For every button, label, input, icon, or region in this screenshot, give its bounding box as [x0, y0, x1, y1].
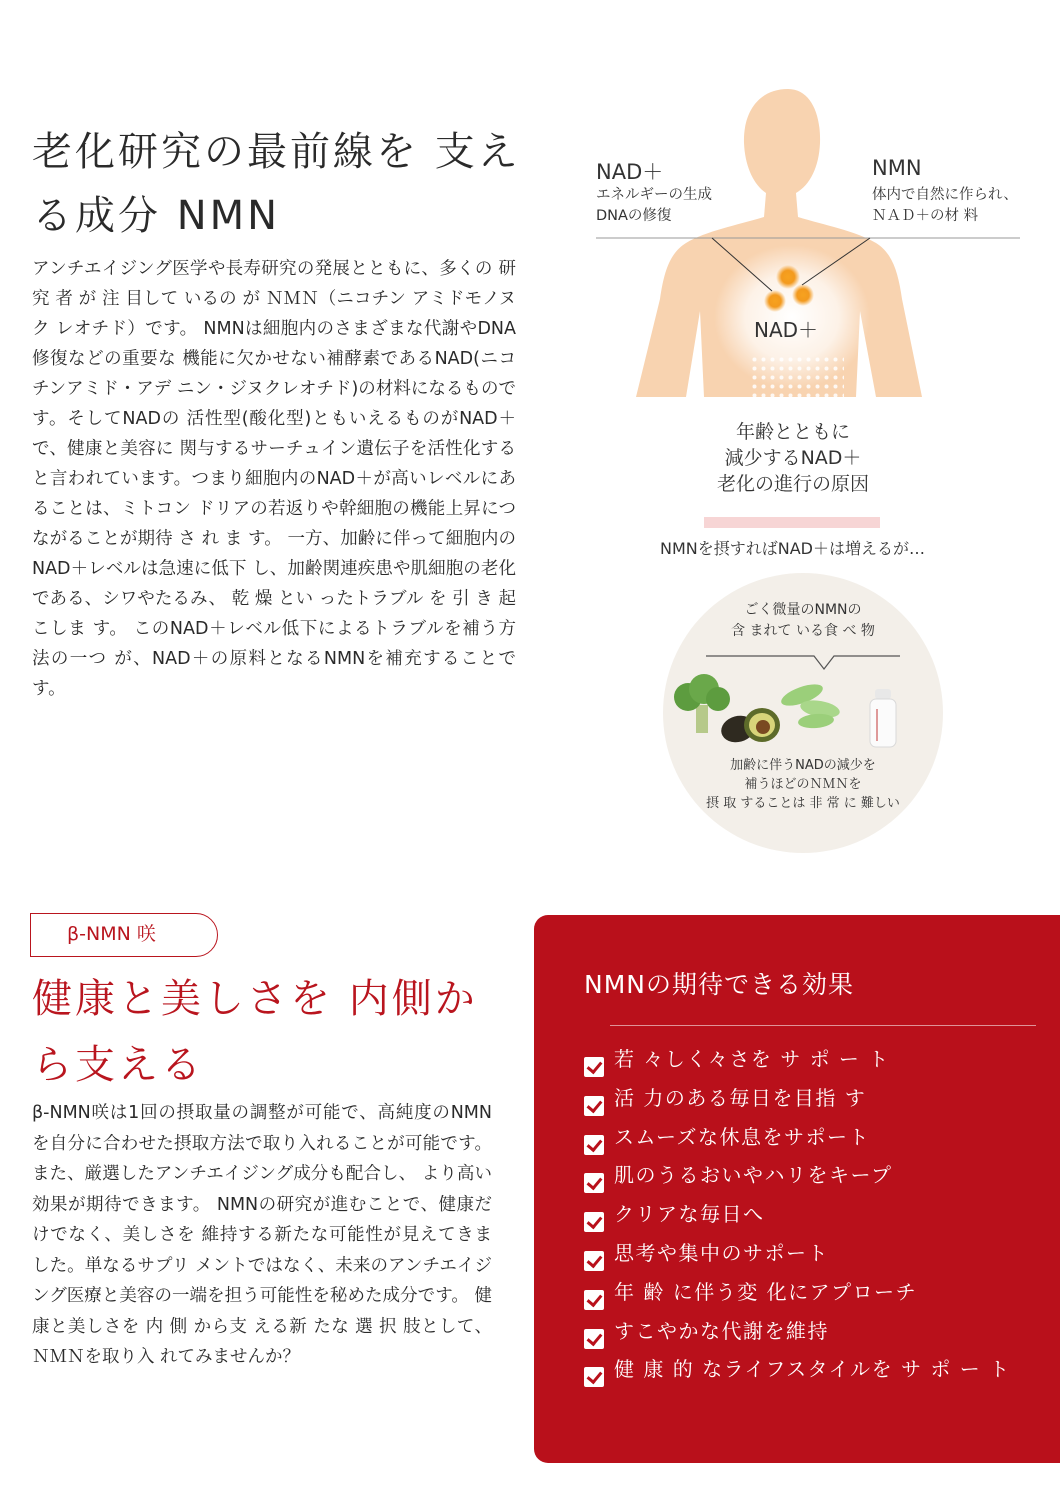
decline-text-1: 年齢とともに	[735, 421, 850, 443]
nmn-desc-material: ＮＡＤ＋の材 料	[872, 208, 979, 224]
nad-label: NAD＋	[596, 160, 664, 184]
effects-list	[584, 1045, 1011, 1394]
nmn-desc-natural: 体内で自然に作られ、	[872, 187, 1018, 203]
decline-text-2: 減少するNAD＋	[724, 447, 862, 469]
foods-caption-2: 含 まれて いる食 べ 物	[731, 623, 875, 639]
checkbox-icon	[584, 1135, 604, 1155]
difficulty-caption-1: 加齢に伴うNADの減少を	[730, 758, 876, 773]
section1-title: 老化研究の最前線を 支える成分 NMN	[32, 129, 521, 239]
effect-label: 年 齢 に伴う変 化にアプローチ	[614, 1279, 918, 1304]
checkbox-icon	[584, 1096, 604, 1116]
effect-label: スムーズな休息をサポート	[614, 1124, 870, 1149]
nmn-label: NMN	[872, 156, 922, 180]
effect-label: すこやかな代謝を維持	[614, 1318, 829, 1343]
checkbox-icon	[584, 1367, 604, 1387]
effect-item	[584, 1317, 1011, 1356]
product-tag: β-NMN 咲	[30, 913, 218, 957]
section2-body: β-NMN咲は1回の摂取量の調整が可能で、高純度のNMNを自分に合わせた摂取方法で取り入れることが可能です。また、厳選したアンチエイジング成分も配合し、 より高い効果が期待できます。 NMNの研究が進むことで、健康だけでなく、美しさを 維持する新たな可能性が見えてきました。単なるサプリ メントではなく、未来のアンチエイジング医療と美容の一端を担う可能性を秘めた成分です。 健 康と美しさを 内 側 から支 える新 たな 選 択 肢として、 ＮＭＮを取り入 れてみませんか？	[32, 1103, 492, 1367]
difficulty-caption-3: 摂 取 することは 非 常 に 難しい	[706, 796, 900, 811]
effect-label: 思考や集中のサポート	[614, 1240, 829, 1265]
effect-item	[584, 1084, 1011, 1123]
decline-text-3: 老化の進行の原因	[716, 473, 869, 495]
checkbox-icon	[584, 1290, 604, 1310]
section2-title: 健康と美しさを 内側から支える	[32, 976, 478, 1088]
effect-item	[584, 1200, 1011, 1239]
effect-item	[584, 1045, 1011, 1084]
effect-item	[584, 1278, 1011, 1317]
effects-panel-title: NMNの期待できる効果	[584, 970, 854, 999]
section1-body: アンチエイジング医学や長寿研究の発展とともに、多くの 研 究 者 が 注 目して いるの が ＮＭＮ（ニコチン アミドモノヌク レオチド）です。 NMNは細胞内のさまざまな代謝やDNA修復などの重要な 機能に欠かせない補酵素であるNAD(ニコチンアミド・アデ ニン・ジヌクレオチド)の材料になるものです。そしてNADの 活性型(酸化型)ともいえるものがNAD＋で、健康と美容に 関与するサーチュイン遺伝子を活性化すると言われています。つまり細胞内のNAD＋が高いレベルにあることは、ミトコン ドリアの若返りや幹細胞の機能上昇につながることが期待 さ れ ま す。 一方、加齢に伴って細胞内のNAD＋レベルは急速に低下 し、加齢関連疾患や肌細胞の老化である、シワやたるみ、 乾 燥 とい ったトラブル を 引 き 起 こしま す。 このNAD＋レベル低下によるトラブルを補う方法の一つ が、NAD＋の原料となるNMNを補充することです。	[32, 259, 516, 699]
nad-orb	[792, 284, 814, 306]
nad-center-label: NAD＋	[754, 318, 819, 342]
effect-label: 若 々しく々さを サ ポ ー ト	[614, 1047, 890, 1071]
checkbox-icon	[584, 1173, 604, 1193]
nad-desc-dna: DNAの修復	[596, 208, 672, 224]
effect-label: 活 力のある毎日を目指 す	[614, 1085, 867, 1110]
effect-label: クリアな毎日へ	[614, 1202, 765, 1227]
pink-divider	[704, 517, 880, 528]
effect-label: 肌のうるおいやハリをキープ	[614, 1163, 893, 1188]
effect-label: 健 康 的 なライフスタイルを サ ポ ー ト	[614, 1357, 1011, 1382]
effects-panel	[534, 915, 1060, 1463]
nmn-note: NMNを摂すればNAD＋は増えるが…	[660, 539, 925, 558]
effect-item	[584, 1355, 1011, 1394]
checkbox-icon	[584, 1212, 604, 1232]
nad-body-figure	[588, 85, 1038, 865]
effect-item	[584, 1161, 1011, 1200]
difficulty-caption-2: 補うほどのＮＭＮを	[744, 777, 862, 792]
checkbox-icon	[584, 1329, 604, 1349]
effect-item	[584, 1239, 1011, 1278]
nad-orb	[764, 290, 786, 312]
nad-desc-energy: エネルギーの生成	[596, 187, 712, 203]
foods-caption-1: ごく微量のNMNの	[744, 602, 862, 618]
effects-panel-rule	[610, 1025, 1036, 1026]
checkbox-icon	[584, 1251, 604, 1271]
dot-pattern	[748, 355, 844, 397]
effect-item	[584, 1123, 1011, 1162]
checkbox-icon	[584, 1057, 604, 1077]
nad-orb	[776, 265, 800, 289]
